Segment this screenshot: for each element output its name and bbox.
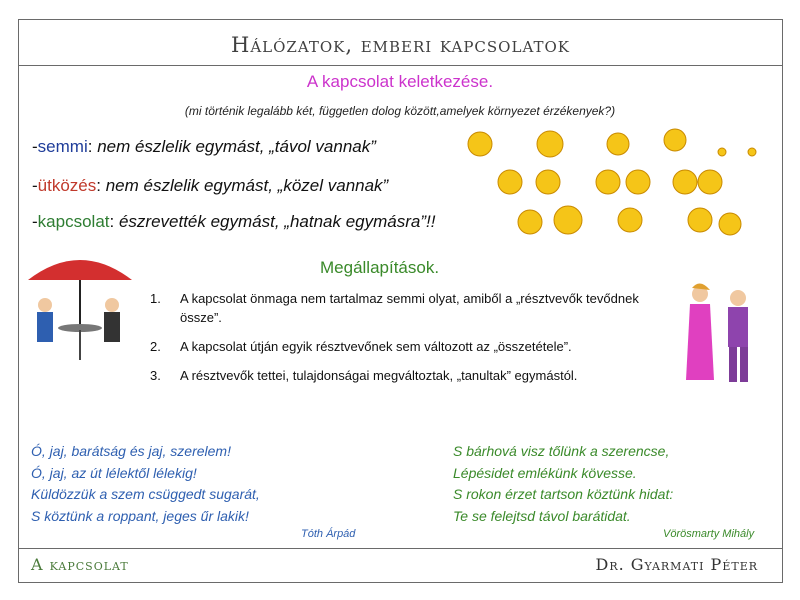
list-item-text: A résztvevők tettei, tulajdonságai megváltoztak, „tanultak” egymástól. [180,368,578,383]
smiley-face-icon [673,170,697,194]
poem-line: S bárhová visz tőlünk a szerencse, [453,443,670,459]
poem-line: Ó, jaj, az út lélektől lélekig! [31,464,197,481]
list-item [150,366,670,385]
smiley-face-icon [626,170,650,194]
smiley-row-1 [468,129,756,157]
definition-semmi: -semmi: nem észlelik egymást, „távol vannak” [32,137,376,156]
poem-author-toth: Tóth Árpád [301,528,356,540]
poem-line: S köztünk a roppant, jeges űr lakik! [31,507,249,524]
dancing-couple-illustration [670,280,770,385]
definition-desc: észrevették egymást, „hatnak egymásra”!! [118,212,436,231]
list-item-number: 2. [150,339,161,354]
list-item [150,289,670,327]
poem-toth [31,441,260,527]
smiley-face-icon [554,206,582,234]
findings-list [150,289,670,395]
definition-kapcsolat: -kapcsolat: észrevették egymást, „hatnak egymásra”!! [32,212,436,231]
umbrella-icon [28,260,132,280]
smiley-face-icon [618,208,642,232]
definition-desc: nem észlelik egymást, „közel vannak” [105,176,389,195]
poem-line: Lépésidet emlékünk kövesse. [453,464,637,481]
poem-line: S rokon érzet tartson köztünk hidat: [453,486,674,502]
definition-utkozes: -ütközés: nem észlelik egymást, „közel vannak” [32,176,389,195]
smiley-face-icon [536,170,560,194]
smiley-face-icon [468,132,492,156]
smiley-face-icon [748,148,756,156]
poem-author-vorosmarty: Vörösmarty Mihály [663,528,755,540]
poem-vorosmarty [453,441,673,527]
definition-term: kapcsolat [37,212,110,231]
smiley-face-icon [718,148,726,156]
list-item-number: 3. [150,368,161,383]
smiley-row-3 [518,206,741,235]
smiley-face-icon [698,170,722,194]
list-item-text: A kapcsolat önmaga nem tartalmaz semmi olyat, amiből a „résztvevők tevődnek össze”. [180,291,639,325]
definition-desc: nem észlelik egymást, „távol vannak” [97,137,376,156]
list-item [150,337,670,356]
smiley-face-icon [688,208,712,232]
smiley-face-icon [537,131,563,157]
page-title: Hálózatok, emberi kapcsolatok [19,20,782,66]
smiley-faces-illustration [460,124,780,244]
section-question: (mi történik legalább két, független dolog között,amelyek környezet érzékenyek?) [184,104,616,118]
smiley-face-icon [498,170,522,194]
section-subtitle: A kapcsolat keletkezése. [306,72,494,91]
findings-title: Megállapítások. [320,258,440,277]
smiley-face-icon [518,210,542,234]
definition-term: ütközés [37,176,97,195]
smiley-face-icon [664,129,686,151]
footer [19,548,782,582]
poem-line: Küldözzük a szem csüggedt sugarát, [31,486,260,502]
smiley-face-icon [596,170,620,194]
smiley-face-icon [719,213,741,235]
definition-term: semmi [37,137,88,156]
list-item-text: A kapcsolat útján egyik résztvevőnek sem változott az „összetétele”. [180,339,572,354]
smiley-row-2 [498,170,722,194]
poem-line: Ó, jaj, barátság és jaj, szerelem! [31,443,231,459]
cafe-couple-illustration [20,250,140,370]
footer-author: Dr. Gyarmati Péter [595,555,758,574]
footer-topic: A kapcsolat [31,555,129,574]
smiley-face-icon [607,133,629,155]
poem-line: Te se felejtsd távol barátidat. [453,507,631,524]
list-item-number: 1. [150,291,161,306]
